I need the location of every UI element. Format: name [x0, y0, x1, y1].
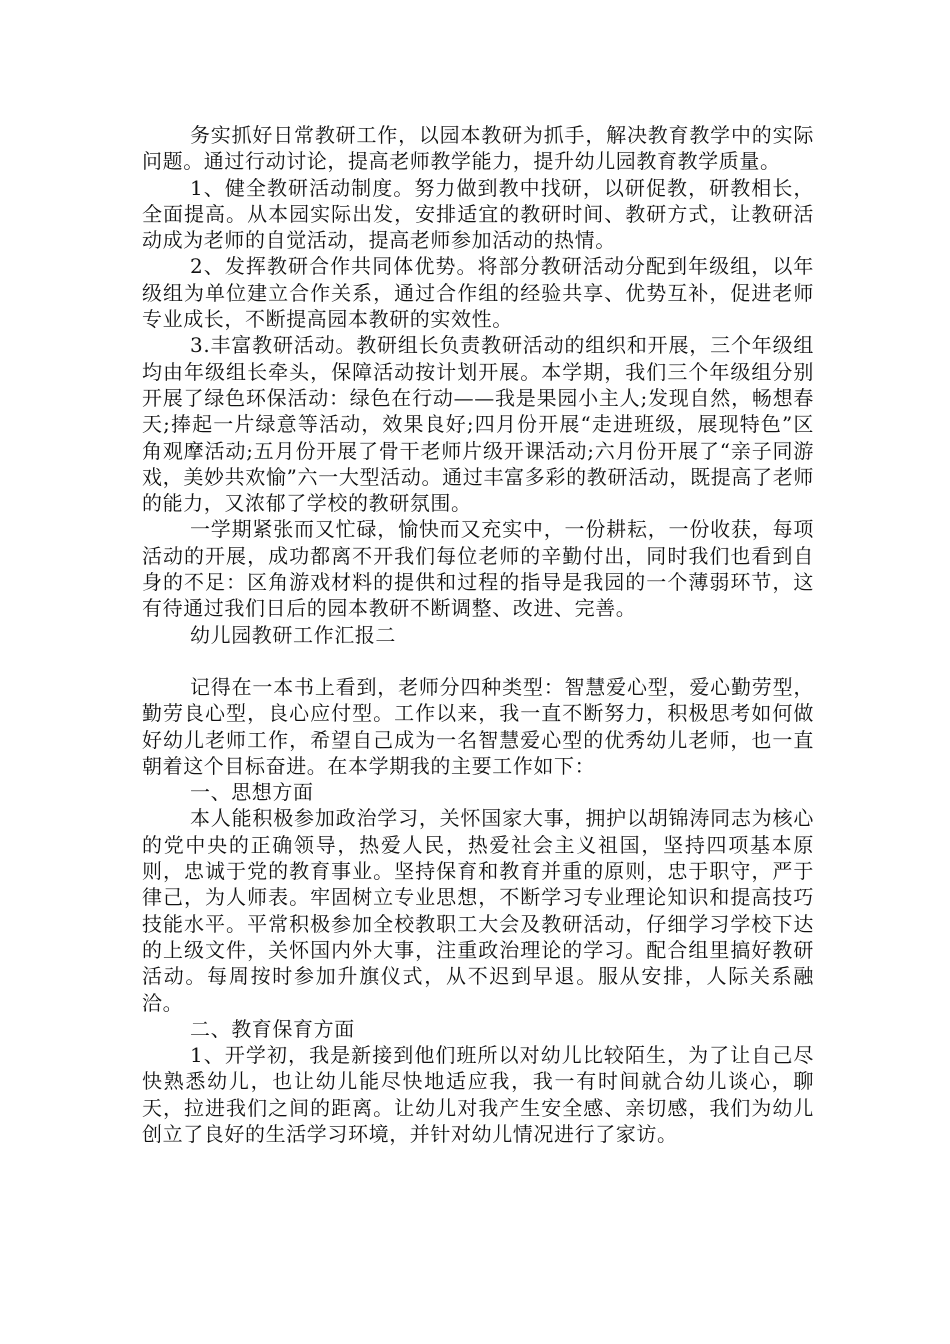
paragraph-section2-intro: 记得在一本书上看到，老师分四种类型：智慧爱心型，爱心勤劳型，勤劳良心型，良心应付型。工作以来，我一直不断努力，积极思考如何做好幼儿老师工作，希望自己成为一名智慧爱心型的优秀幼儿老师，也一直朝着这个目标奋进。在本学期我的主要工作如下：	[142, 674, 814, 778]
paragraph-education-1: 1、开学初，我是新接到他们班所以对幼儿比较陌生，为了让自己尽快熟悉幼儿，也让幼儿能尽快地适应我，我一有时间就合幼儿谈心，聊天，拉进我们之间的距离。让幼儿对我产生安全感、亲切感，我们为幼儿创立了良好的生活学习环境，并针对幼儿情况进行了家访。	[142, 1043, 814, 1146]
heading-thought: 一、思想方面	[190, 780, 314, 805]
heading-education: 二、教育保育方面	[190, 1016, 355, 1041]
paragraph-item-1: 1、健全教研活动制度。努力做到教中找研，以研促教，研教相长，全面提高。从本园实际出发，安排适宜的教研时间、教研方式，让教研活动成为老师的自觉活动，提高老师参加活动的热情。	[142, 175, 814, 253]
paragraph-thought: 本人能积极参加政治学习，关怀国家大事，拥护以胡锦涛同志为核心的党中央的正确领导，热爱人民，热爱社会主义祖国，坚持四项基本原则，忠诚于党的教育事业。坚持保育和教育并重的原则，忠于职守，严于律己，为人师表。牢固树立专业思想，不断学习专业理论知识和提高技巧技能水平。平常积极参加全校教职工大会及教研活动，仔细学习学校下达的上级文件，关怀国内外大事，注重政治理论的学习。配合组里搞好教研活动。每周按时参加升旗仪式，从不迟到早退。服从安排，人际关系融洽。	[142, 806, 814, 1015]
section-title: 幼儿园教研工作汇报二	[190, 622, 396, 647]
blank-line	[142, 648, 814, 674]
paragraph-intro: 务实抓好日常教研工作，以园本教研为抓手，解决教育教学中的实际问题。通过行动讨论，提高老师教学能力，提升幼儿园教育教学质量。	[142, 123, 814, 174]
document-body	[142, 122, 814, 1147]
paragraph-item-3: 3.丰富教研活动。教研组长负责教研活动的组织和开展，三个年级组均由年级组长牵头，保障活动按计划开展。本学期，我们三个年级组分别开展了绿色环保活动：绿色在行动——我是果园小主人;发现自然，畅想春天;捧起一片绿意等活动，效果良好;四月份开展“走进班级，展现特色”区角观摩活动;五月份开展了骨干老师片级开课活动;六月份开展了“亲子同游戏，美妙共欢愉”六一大型活动。通过丰富多彩的教研活动，既提高了老师的能力，又浓郁了学校的教研氛围。	[142, 333, 814, 516]
paragraph-item-2: 2、发挥教研合作共同体优势。将部分教研活动分配到年级组，以年级组为单位建立合作关系，通过合作组的经验共享、优势互补，促进老师专业成长，不断提高园本教研的实效性。	[142, 254, 814, 332]
paragraph-summary: 一学期紧张而又忙碌，愉快而又充实中，一份耕耘，一份收获，每项活动的开展，成功都离不开我们每位老师的辛勤付出，同时我们也看到自身的不足：区角游戏材料的提供和过程的指导是我园的一个薄弱环节，这有待通过我们日后的园本教研不断调整、改进、完善。	[142, 517, 814, 621]
